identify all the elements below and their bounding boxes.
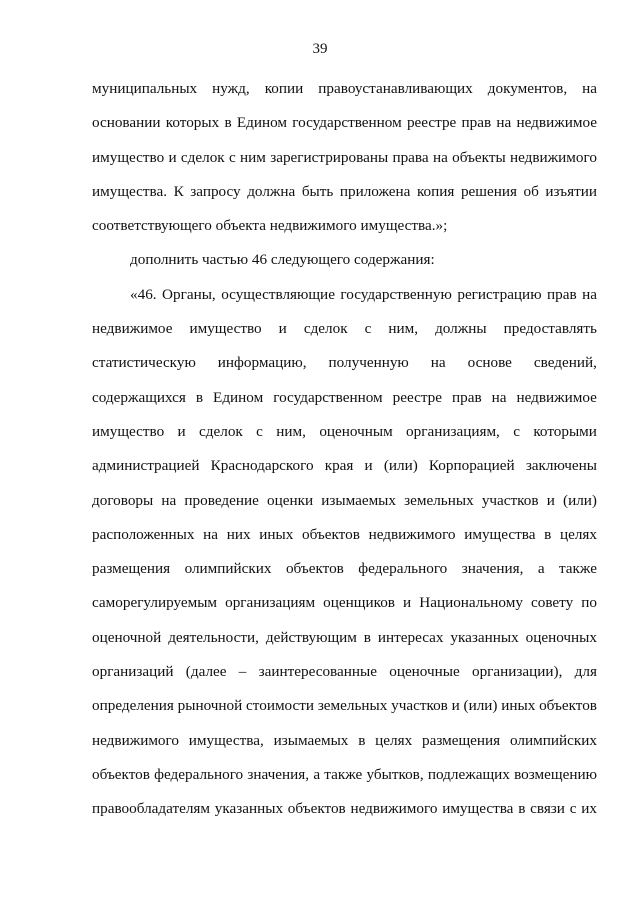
text-line [92, 455, 597, 489]
word: возмещению [514, 765, 597, 783]
word: объектов [285, 560, 344, 578]
word: с [228, 148, 236, 166]
word: имущества [464, 525, 536, 543]
word: объектов [301, 525, 360, 543]
word: Корпорацией [428, 457, 515, 475]
word: заинтересованные [258, 663, 377, 681]
word: правообладателям [92, 800, 211, 818]
page-number: 39 [312, 41, 328, 57]
word: объекты [452, 148, 506, 166]
word: (или) [463, 697, 498, 715]
word: на [161, 491, 177, 509]
word: права [392, 148, 429, 166]
word: которыми [533, 422, 597, 440]
word: должны [435, 320, 487, 338]
word: размещения [422, 731, 501, 749]
word: сделок [199, 422, 243, 440]
word: нужд, [212, 80, 250, 97]
word: которых [165, 114, 220, 132]
text-line [92, 730, 597, 764]
word: ним, [276, 422, 306, 440]
word: для [574, 663, 597, 681]
word: государственном [273, 388, 383, 406]
word: прав [461, 114, 492, 132]
text-line [92, 112, 597, 146]
word: в [224, 114, 232, 132]
word: имущество [92, 148, 165, 166]
word: имущества, [188, 731, 264, 749]
word: Краснодарского [210, 457, 314, 475]
word: государственном [292, 114, 402, 132]
word: связи [530, 800, 565, 818]
word: заключены [525, 457, 597, 475]
word: изымаемых [273, 731, 349, 749]
word: администрацией [92, 457, 200, 475]
word: организаций [92, 663, 174, 681]
word: расположенных [92, 525, 195, 543]
word: информацию, [217, 354, 307, 372]
word: имущество [189, 320, 262, 338]
word: недвижимого [509, 148, 597, 166]
word: приложена [339, 182, 411, 200]
text-line [92, 695, 597, 729]
word: недвижимое [516, 114, 597, 132]
text-line [92, 558, 597, 592]
word: договоры [92, 491, 154, 509]
word: реестре [392, 388, 442, 406]
word: оценщиков [323, 594, 395, 612]
word: государственную [340, 285, 452, 303]
document-text-body [92, 78, 597, 833]
text-line [92, 181, 597, 215]
word: документов, [487, 80, 568, 97]
word: правоустанавливающих [318, 80, 473, 97]
word: оценки [266, 491, 314, 509]
word: них [226, 525, 251, 543]
word: запросу [190, 182, 241, 200]
word: регистрацию [457, 285, 542, 303]
word: указанных [214, 800, 284, 818]
text-line [92, 490, 597, 524]
word: также [324, 765, 363, 783]
word: интересах [377, 628, 444, 646]
word: оценочным [319, 422, 393, 440]
word: осуществляющие [221, 285, 335, 303]
word: участков [481, 491, 539, 509]
word: указанных [450, 628, 519, 646]
word: размещения [92, 560, 171, 578]
word: оценочные [389, 663, 460, 681]
word: изымаемых [321, 491, 396, 509]
word: целях [559, 525, 597, 543]
text-line [92, 284, 597, 318]
word: также [558, 560, 597, 578]
word: сделок [180, 148, 225, 166]
word: объектов [287, 800, 346, 818]
word: определения [92, 697, 174, 715]
text-line [92, 387, 597, 421]
word: сделок [303, 320, 348, 338]
word: Едином [213, 388, 264, 406]
word: рыночной [177, 697, 243, 715]
word: основе [467, 354, 512, 372]
word: и [451, 697, 460, 715]
word: олимпийских [184, 560, 272, 578]
text-line [92, 592, 597, 626]
word: а [313, 765, 321, 783]
word: с [513, 422, 520, 440]
word: в [195, 388, 204, 406]
text-line [92, 352, 597, 386]
text-line [92, 764, 597, 798]
word: оценочных [525, 628, 597, 646]
word: реестре [406, 114, 457, 132]
word: организации), [471, 663, 563, 681]
word: должна [247, 182, 296, 200]
word: решения [460, 182, 517, 200]
word: в [363, 628, 371, 646]
word: действующим [265, 628, 357, 646]
word: значения, [461, 560, 524, 578]
word: недвижимое [92, 320, 173, 338]
word: иных [501, 697, 536, 715]
word: муниципальных [92, 80, 198, 97]
word: (или) [563, 491, 597, 509]
text-line [92, 627, 597, 661]
word: и [546, 491, 555, 509]
word: имущества. [92, 182, 168, 200]
word: (или) [383, 457, 418, 475]
word: быть [301, 182, 334, 200]
word: Национальному [419, 594, 523, 612]
word: недвижимого [368, 525, 456, 543]
word: и [278, 320, 287, 338]
word: копии [264, 80, 304, 97]
word: сведений, [533, 354, 597, 372]
text-line [92, 318, 597, 352]
word: проведение [184, 491, 259, 509]
word: Едином [236, 114, 288, 132]
word: в [518, 800, 526, 818]
word: зарегистрированы [270, 148, 389, 166]
word: на [430, 354, 446, 372]
word: совету [531, 594, 574, 612]
word: и [168, 148, 177, 166]
text-line [92, 661, 597, 695]
text-line [92, 421, 597, 455]
text-line: соответствующего объекта недвижимого имущества.»; [92, 217, 448, 235]
word: имущества [442, 800, 514, 818]
word: земельных [317, 697, 388, 715]
word: организациям, [406, 422, 500, 440]
word: изъятии [545, 182, 597, 200]
word: с [256, 422, 263, 440]
word: целях [375, 731, 413, 749]
word: недвижимого [92, 731, 179, 749]
text-line [92, 147, 597, 181]
word: копия [416, 182, 455, 200]
word: на [491, 388, 507, 406]
word: и [403, 594, 412, 612]
word: на [582, 80, 597, 97]
word: значения, [247, 765, 310, 783]
word: статистическую [92, 354, 196, 372]
word: края [324, 457, 354, 475]
word: федерального [154, 765, 244, 783]
word: об [523, 182, 539, 200]
word: основании [92, 114, 161, 132]
word: на [203, 525, 219, 543]
word: содержащихся [92, 388, 186, 406]
word: (далее [185, 663, 227, 681]
word: недвижимого [350, 800, 438, 818]
word: К [173, 182, 184, 200]
word: Органы, [162, 285, 216, 303]
word: убытков, [366, 765, 424, 783]
word: предоставлять [503, 320, 597, 338]
text-line [92, 78, 597, 112]
word: и [364, 457, 373, 475]
word: земельных [404, 491, 474, 509]
word: имущество [92, 422, 165, 440]
word: стоимости [246, 697, 315, 715]
word: ним [240, 148, 266, 166]
word: объектов [92, 765, 150, 783]
word: на [432, 148, 448, 166]
word: организациям [225, 594, 316, 612]
word: олимпийских [509, 731, 597, 749]
word: по [581, 594, 597, 612]
word: с [364, 320, 372, 338]
word: объектов [539, 697, 597, 715]
word: прав [451, 388, 482, 406]
text-line: дополнить частью 46 следующего содержания: [130, 251, 435, 269]
word: а [537, 560, 545, 578]
text-line [92, 798, 597, 832]
word: и [177, 422, 186, 440]
word: федерального [358, 560, 448, 578]
word: иных [259, 525, 294, 543]
word: оценочной [92, 628, 162, 646]
word: в [544, 525, 552, 543]
word: их [581, 800, 597, 818]
word: прав [547, 285, 577, 303]
word: на [496, 114, 512, 132]
word: полученную [328, 354, 409, 372]
word: с [569, 800, 577, 818]
word: подлежащих [427, 765, 510, 783]
word: ним, [388, 320, 419, 338]
word: на [582, 285, 597, 303]
word: участков [391, 697, 448, 715]
word: «46. [130, 285, 157, 303]
word: в [358, 731, 366, 749]
word: саморегулируемым [92, 594, 218, 612]
word: недвижимое [516, 388, 597, 406]
word: – [238, 663, 247, 681]
word: деятельности, [168, 628, 259, 646]
text-line [92, 524, 597, 558]
